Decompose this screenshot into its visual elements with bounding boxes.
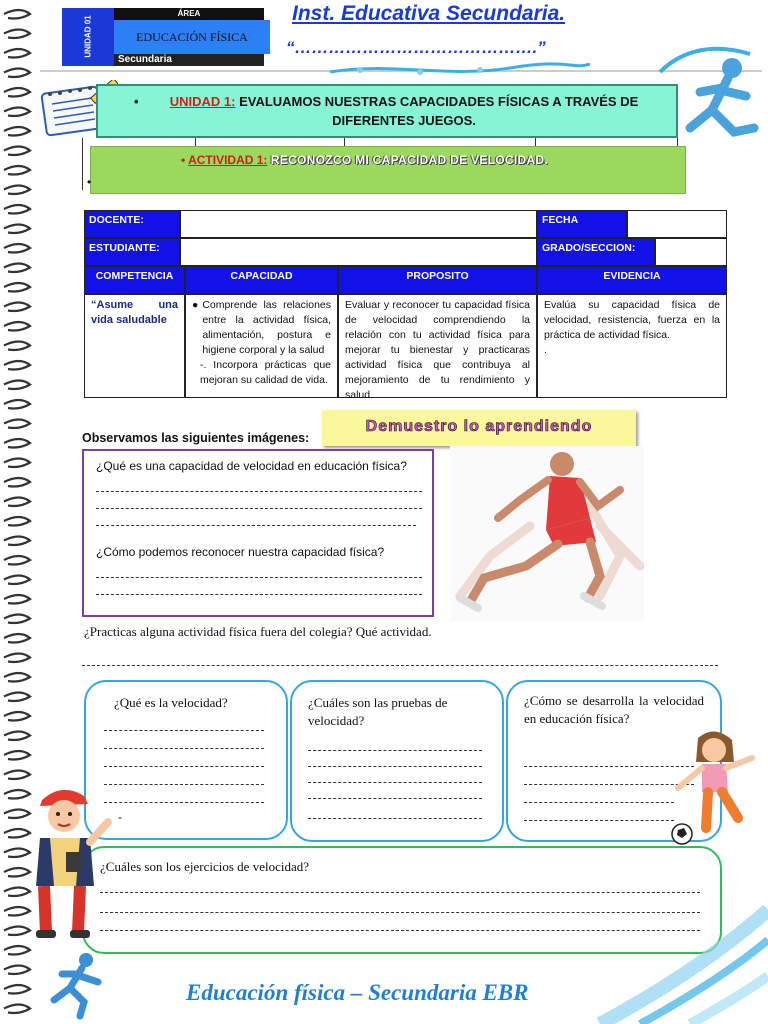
- fecha-label: FECHA: [537, 210, 627, 238]
- spiral-ring: [4, 576, 30, 585]
- docente-label: DOCENTE:: [84, 210, 180, 238]
- activity-title: RECONOZCO MI CAPACIDAD DE VELOCIDAD.: [270, 153, 549, 167]
- spiral-ring: [4, 88, 30, 97]
- spiral-ring: [4, 303, 30, 312]
- spiral-ring: [4, 361, 30, 370]
- capacidad-cell: ● Comprende las relaciones entre la actividad física, alimentación, postura e higiene corporal y la salud -. Incorpora prácticas que mejoran su calidad de vida.: [185, 294, 338, 398]
- spiral-ring: [4, 732, 30, 741]
- spiral-ring: [4, 69, 30, 78]
- demuestro-banner: Demuestro lo aprendiendo: [322, 410, 636, 446]
- spiral-ring: [4, 790, 30, 799]
- runner-silhouette-icon: [650, 32, 765, 162]
- spiral-ring: [4, 907, 30, 916]
- bubble-velocidad-question: ¿Qué es la velocidad?: [114, 695, 228, 710]
- practice-question: ¿Practicas alguna actividad física fuera del colegia? Qué actividad.: [84, 624, 432, 639]
- sprinter-illustration: [450, 446, 644, 622]
- spiral-ring: [4, 205, 30, 214]
- header-evidencia: EVIDENCIA: [537, 266, 727, 294]
- footer-text: Educación física – Secundaria EBR: [186, 980, 529, 1005]
- spiral-ring: [4, 400, 30, 409]
- spiral-ring: [4, 595, 30, 604]
- spiral-ring: [4, 829, 30, 838]
- spiral-ring: [4, 459, 30, 468]
- spiral-ring: [4, 985, 30, 994]
- spiral-ring: [4, 849, 30, 858]
- proposito-cell: Evaluar y reconocer tu capacidad física de velocidad comprendiendo la relación con tu actividad física para mejorar tu bienestar y practicaras actividad física que contribuya al mejoramiento de tu rendimiento y salud.: [338, 294, 537, 398]
- observe-label: Observamos las siguientes imágenes:: [82, 431, 310, 445]
- spiral-ring: [4, 771, 30, 780]
- unit-box: [96, 84, 678, 138]
- spiral-ring: [4, 1005, 30, 1014]
- estudiante-input[interactable]: [180, 238, 537, 266]
- spiral-ring: [4, 10, 30, 19]
- activity-extra-bullet: •: [87, 175, 92, 189]
- spiral-ring: [4, 927, 30, 936]
- spiral-ring: [4, 966, 30, 975]
- spiral-ring: [4, 868, 30, 877]
- spiral-ring: [4, 127, 30, 136]
- spiral-ring: [4, 654, 30, 663]
- bubble-ejercicios-question: ¿Cuáles son los ejercicios de velocidad?: [100, 859, 310, 874]
- spiral-ring: [4, 439, 30, 448]
- spiral-ring: [4, 634, 30, 643]
- estudiante-label: ESTUDIANTE:: [84, 238, 180, 266]
- spiral-ring: [4, 244, 30, 253]
- competencia-cell: “Asume una vida saludable: [84, 294, 185, 398]
- grado-label: GRADO/SECCION:: [537, 238, 655, 266]
- spiral-ring: [4, 751, 30, 760]
- grado-input[interactable]: [655, 238, 727, 266]
- spiral-ring: [4, 49, 30, 58]
- bubble-velocidad-dash: -: [118, 810, 122, 824]
- spiral-ring: [4, 225, 30, 234]
- corner-swirl: [580, 900, 768, 1024]
- bubble-pruebas: [290, 680, 504, 842]
- school-name-blank: “…………………………………….”: [286, 38, 546, 57]
- practice-answer-line[interactable]: [82, 665, 718, 666]
- spiral-ring: [4, 108, 30, 117]
- activity-banner: [87, 146, 686, 194]
- area-badge: [62, 8, 270, 66]
- girl-soccer-character: [668, 728, 758, 854]
- docente-input[interactable]: [180, 210, 537, 238]
- spiral-ring: [4, 712, 30, 721]
- observe-q1: ¿Qué es una capacidad de velocidad en educación física?: [96, 459, 407, 473]
- spiral-ring: [4, 693, 30, 702]
- school-title: Inst. Educativa Secundaria.: [292, 2, 566, 25]
- runner-silhouette-bottom-icon: [40, 950, 112, 1020]
- bubble-pruebas-question: ¿Cuáles son las pruebas de velocidad?: [308, 695, 448, 728]
- spiral-ring: [4, 420, 30, 429]
- spiral-ring: [4, 30, 30, 39]
- activity-prefix: •: [181, 153, 186, 167]
- spiral-ring: [4, 147, 30, 156]
- header-swoosh: [330, 60, 590, 80]
- spiral-ring: [4, 381, 30, 390]
- spiral-ring: [4, 342, 30, 351]
- observe-question-box: [82, 449, 434, 617]
- level-label: Secundaria: [114, 54, 264, 66]
- area-label: ÁREA: [177, 9, 201, 18]
- spiral-ring: [4, 537, 30, 546]
- header-competencia: COMPETENCIA: [84, 266, 185, 294]
- bubble-desarrolla-question: ¿Cómo se desarrolla la velocidad en educación física?: [524, 693, 704, 726]
- spiral-ring: [4, 517, 30, 526]
- spiral-ring: [4, 166, 30, 175]
- unit-label: UNIDAD 1:: [169, 94, 236, 109]
- evidencia-cell: Evalúa su capacidad física de velocidad, resistencia, fuerza en la práctica de actividad física. .: [537, 294, 727, 398]
- activity-label: ACTIVIDAD 1:: [188, 153, 268, 167]
- header-proposito: PROPOSITO: [338, 266, 537, 294]
- spiral-ring: [4, 556, 30, 565]
- header-capacidad: CAPACIDAD: [185, 266, 338, 294]
- spiral-ring: [4, 888, 30, 897]
- coach-character: [28, 782, 124, 948]
- spiral-ring: [4, 498, 30, 507]
- fecha-input[interactable]: [627, 210, 727, 238]
- unit-bullet: •: [134, 94, 139, 109]
- spiral-ring: [4, 186, 30, 195]
- unit-title: EVALUAMOS NUESTRAS CAPACIDADES FÍSICAS A TRAVÉS DE DIFERENTES JUEGOS.: [239, 94, 639, 128]
- spiral-ring: [4, 946, 30, 955]
- observe-q2: ¿Cómo podemos reconocer nuestra capacidad física?: [96, 545, 385, 559]
- spiral-ring: [4, 673, 30, 682]
- spiral-ring: [4, 615, 30, 624]
- spiral-ring: [4, 264, 30, 273]
- spiral-ring: [4, 283, 30, 292]
- spiral-ring: [4, 322, 30, 331]
- spiral-ring: [4, 810, 30, 819]
- unit-tag: UNIDAD 01: [62, 8, 114, 66]
- spiral-ring: [4, 478, 30, 487]
- area-value: EDUCACIÓN FÍSICA: [114, 20, 270, 54]
